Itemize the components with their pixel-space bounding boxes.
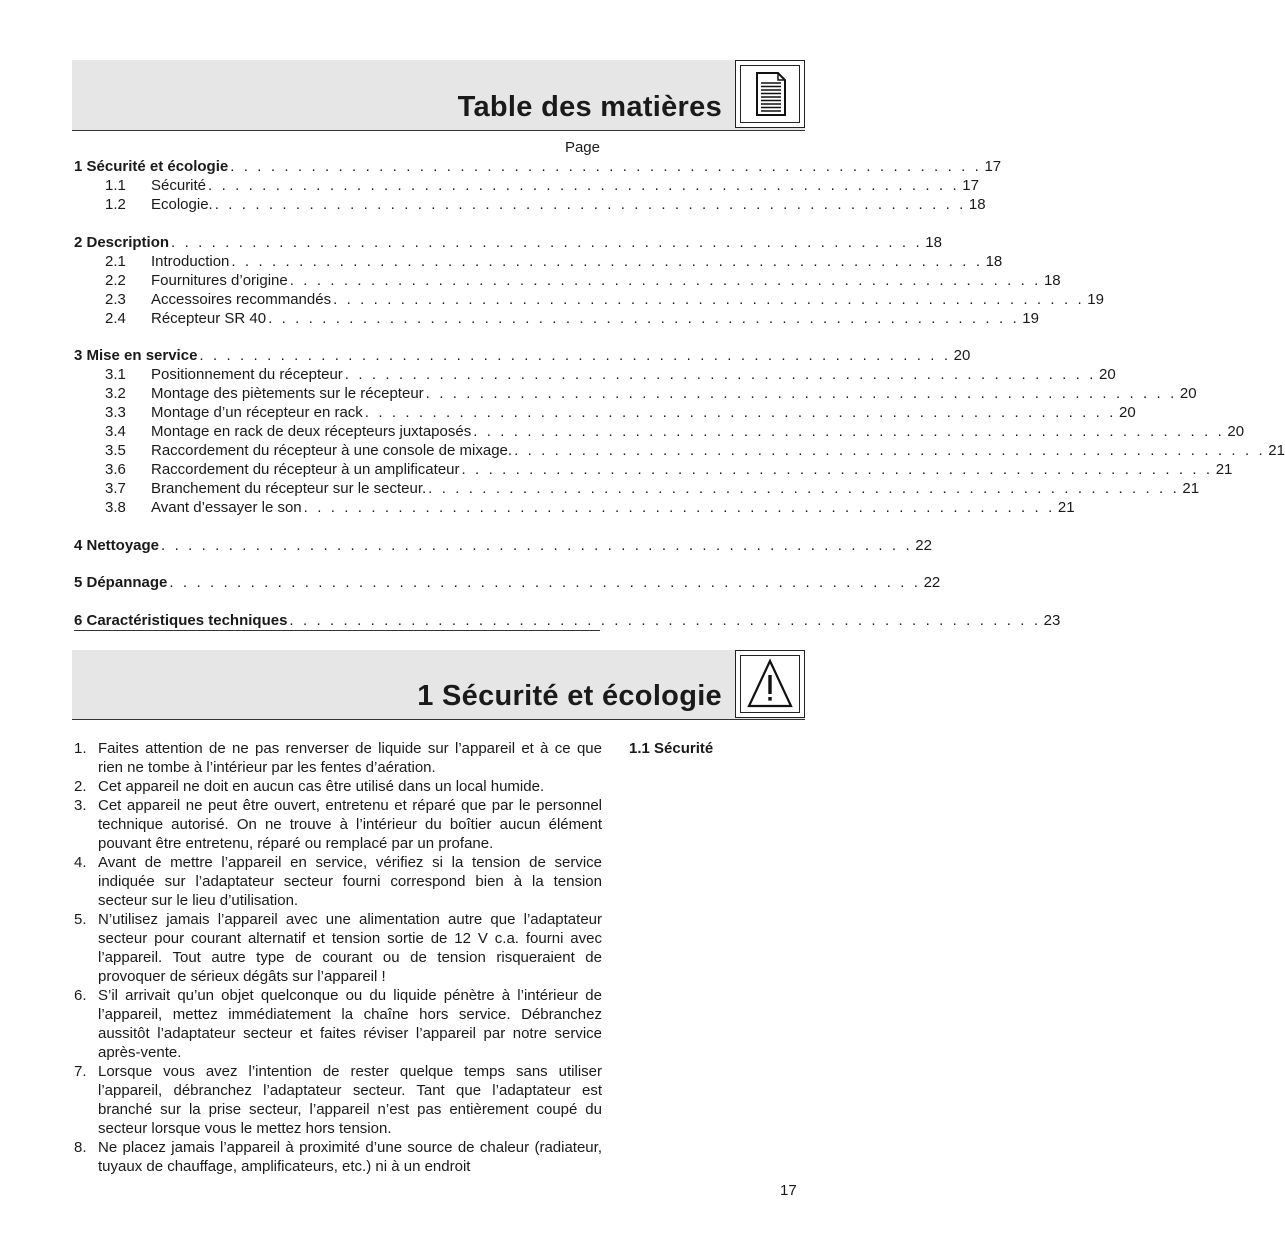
- toc-entry-label: Montage d’un récepteur en rack: [151, 404, 363, 421]
- toc-entry-page: 21: [1215, 461, 1233, 478]
- toc-divider: [74, 630, 600, 631]
- list-item-number: 1.: [74, 740, 87, 757]
- toc-entry-number: 2.4: [105, 309, 126, 327]
- toc-entry-page: 18: [925, 233, 942, 251]
- list-item-text: Faites attention de ne pas renverser de liquide sur l’appareil et à ce que rien ne tombe à l’intérieur par les fentes d’aération.: [98, 740, 602, 776]
- toc-entry-number: 2.2: [105, 271, 126, 289]
- toc-entry-page: 22: [923, 574, 941, 591]
- list-item-text: Ne placez jamais l’appareil à proximité d’une source de chaleur (radiateur, tuyaux de chauffage, amplificateurs, etc.) ni à un endroit: [98, 1139, 602, 1175]
- toc-entry-page: 20: [1099, 366, 1116, 383]
- toc-entry-label: Sécurité: [151, 177, 207, 194]
- toc-entry-label: Fournitures d’origine: [151, 271, 288, 289]
- toc-section-row: [74, 536, 932, 555]
- toc-subsection-row: [74, 403, 1136, 422]
- section-title: 1 Sécurité et écologie: [417, 680, 722, 712]
- toc-section-row: [74, 573, 941, 592]
- toc-entry-number: 3.7: [105, 480, 126, 497]
- list-item-number: 6.: [74, 987, 87, 1004]
- toc-leader-dots: . . . . . . . . . . . . . . . . . . . . . . . . . . . . . . . . . . . . . . . . . . . . . . . . . . . . . . . .: [208, 177, 960, 194]
- toc-entry-number: 1.1: [105, 177, 126, 194]
- toc-entry-page: 18: [1043, 271, 1061, 289]
- toc-leader-dots: . . . . . . . . . . . . . . . . . . . . . . . . . . . . . . . . . . . . . . . . . . . . . . . . . . . . . . . .: [231, 252, 983, 270]
- list-item-number: 7.: [74, 1063, 87, 1080]
- toc-leader-dots: . . . . . . . . . . . . . . . . . . . . . . . . . . . . . . . . . . . . . . . . . . . . . . . . . . . . . . . .: [289, 611, 1041, 629]
- toc-entry-page: 17: [984, 158, 1002, 175]
- toc-leader-dots: . . . . . . . . . . . . . . . . . . . . . . . . . . . . . . . . . . . . . . . . . . . . . . . . . . . . . . . .: [171, 233, 923, 251]
- toc-entry-label: Positionnement du récepteur: [151, 366, 343, 383]
- toc-entry-page: 18: [985, 252, 1003, 270]
- toc-subsection-row: [74, 422, 1245, 441]
- toc-leader-dots: . . . . . . . . . . . . . . . . . . . . . . . . . . . . . . . . . . . . . . . . . . . . . . . . . . . . . . . .: [303, 499, 1055, 516]
- list-item-number: 3.: [74, 797, 87, 814]
- toc-leader-dots: . . . . . . . . . . . . . . . . . . . . . . . . . . . . . . . . . . . . . . . . . . . . . . . . . . . . . . . .: [428, 480, 1180, 497]
- toc-entry-label: 2 Description: [74, 233, 170, 251]
- toc-entry-number: 3.2: [105, 385, 126, 402]
- list-item: [74, 1062, 602, 1138]
- toc-leader-dots: . . . . . . . . . . . . . . . . . . . . . . . . . . . . . . . . . . . . . . . . . . . . . . . . . . . . . . . .: [514, 442, 1266, 459]
- list-item-text: Cet appareil ne doit en aucun cas être utilisé dans un local humide.: [98, 778, 545, 795]
- toc-leader-dots: . . . . . . . . . . . . . . . . . . . . . . . . . . . . . . . . . . . . . . . . . . . . . . . . . . . . . . . .: [289, 271, 1041, 289]
- list-item-number: 5.: [74, 911, 87, 928]
- list-item-text: Lorsque vous avez l’intention de rester quelque temps sans utiliser l’appareil, débranchez l’adaptateur secteur. Tant que l’adaptateur est branché sur la prise secteur, l’appareil n’est pas entièrement coupé du secteur lorsque vous le mettez hors tension.: [98, 1063, 602, 1137]
- toc-leader-dots: . . . . . . . . . . . . . . . . . . . . . . . . . . . . . . . . . . . . . . . . . . . . . . . . . . . . . . . .: [268, 309, 1020, 327]
- toc-entry-number: 3.1: [105, 366, 126, 383]
- toc-entry-number: 3.6: [105, 461, 126, 478]
- toc-leader-dots: . . . . . . . . . . . . . . . . . . . . . . . . . . . . . . . . . . . . . . . . . . . . . . . . . . . . . . . .: [461, 461, 1213, 478]
- toc-section-row: [74, 233, 942, 252]
- toc-leader-dots: . . . . . . . . . . . . . . . . . . . . . . . . . . . . . . . . . . . . . . . . . . . . . . . . . . . . . . . .: [333, 290, 1085, 308]
- toc-entry-number: 1.2: [105, 196, 126, 213]
- list-item: [74, 796, 602, 853]
- warning-icon: [735, 650, 805, 718]
- toc-entry-label: 6 Caractéristiques techniques: [74, 611, 288, 629]
- toc-spacer: [74, 328, 600, 347]
- toc-entry-page: 21: [1182, 480, 1200, 497]
- toc-subsection-row: [74, 195, 986, 214]
- toc-entry-label: 5 Dépannage: [74, 574, 168, 591]
- safety-list: [74, 739, 602, 1176]
- toc-entry-label: Raccordement du récepteur à une console de mixage.: [151, 442, 513, 459]
- toc-entry-label: Raccordement du récepteur à un amplificateur: [151, 461, 460, 478]
- toc-entry-label: Montage des piètements sur le récepteur: [151, 385, 424, 402]
- toc-entry-label: Montage en rack de deux récepteurs juxtaposés: [151, 423, 472, 440]
- toc-entry-page: 17: [962, 177, 979, 194]
- toc-entry-number: 3.8: [105, 499, 126, 516]
- toc-leader-dots: . . . . . . . . . . . . . . . . . . . . . . . . . . . . . . . . . . . . . . . . . . . . . . . . . . . . . . . .: [169, 574, 921, 591]
- toc-subsection-row: [74, 365, 1116, 384]
- toc-section-row: [74, 346, 971, 365]
- table-of-contents: [74, 138, 1285, 630]
- toc-banner: [72, 60, 805, 131]
- list-item-text: Cet appareil ne peut être ouvert, entretenu et réparé que par le personnel technique autorisé. On ne trouve à l’intérieur du boîtier aucun élément pouvant être entretenu, réparé ou remplacé par un profane.: [98, 797, 602, 852]
- toc-subsection-row: [74, 498, 1075, 517]
- toc-entry-label: Avant d’essayer le son: [151, 499, 302, 516]
- toc-title: Table des matières: [457, 91, 722, 123]
- page-number: 17: [780, 1182, 797, 1199]
- toc-leader-dots: . . . . . . . . . . . . . . . . . . . . . . . . . . . . . . . . . . . . . . . . . . . . . . . . . . . . . . . .: [161, 536, 913, 554]
- toc-section-row: [74, 611, 1061, 630]
- toc-leader-dots: . . . . . . . . . . . . . . . . . . . . . . . . . . . . . . . . . . . . . . . . . . . . . . . . . . . . . . . .: [425, 385, 1177, 402]
- subsection-heading: 1.1 Sécurité: [629, 740, 714, 757]
- toc-entry-page: 23: [1043, 611, 1061, 629]
- toc-entry-number: 3.4: [105, 423, 126, 440]
- toc-entry-page: 22: [915, 536, 932, 554]
- toc-subsection-row: [74, 252, 1003, 271]
- toc-entry-page: 19: [1087, 290, 1104, 308]
- toc-entry-label: 4 Nettoyage: [74, 536, 160, 554]
- toc-leader-dots: . . . . . . . . . . . . . . . . . . . . . . . . . . . . . . . . . . . . . . . . . . . . . . . . . . . . . . . .: [214, 196, 966, 213]
- toc-leader-dots: . . . . . . . . . . . . . . . . . . . . . . . . . . . . . . . . . . . . . . . . . . . . . . . . . . . . . . . .: [230, 158, 982, 175]
- toc-subsection-row: [74, 384, 1197, 403]
- toc-subsection-row: [74, 309, 1039, 328]
- toc-entry-page: 19: [1022, 309, 1039, 327]
- toc-subsection-row: [74, 479, 1200, 498]
- list-item: [74, 910, 602, 986]
- list-item-text: S’il arrivait qu’un objet quelconque ou du liquide pénètre à l’intérieur de l’appareil, mettez immédiatement la chaîne hors service. Débranchez aussitôt l’adaptateur secteur et faites réviser l’appareil par notre service après-vente.: [98, 987, 602, 1061]
- toc-subsection-row: [74, 271, 1061, 290]
- section-banner: [72, 650, 805, 720]
- toc-spacer: [74, 555, 600, 574]
- toc-spacer: [74, 517, 600, 536]
- toc-entry-label: 1 Sécurité et écologie: [74, 158, 229, 175]
- toc-subsection-row: [74, 290, 1104, 309]
- toc-subsection-row: [74, 460, 1233, 479]
- toc-subsection-row: [74, 441, 1285, 460]
- toc-leader-dots: . . . . . . . . . . . . . . . . . . . . . . . . . . . . . . . . . . . . . . . . . . . . . . . . . . . . . . . .: [344, 366, 1096, 383]
- toc-leader-dots: . . . . . . . . . . . . . . . . . . . . . . . . . . . . . . . . . . . . . . . . . . . . . . . . . . . . . . . .: [364, 404, 1116, 421]
- list-item: [74, 986, 602, 1062]
- list-item-number: 4.: [74, 854, 87, 871]
- toc-leader-dots: . . . . . . . . . . . . . . . . . . . . . . . . . . . . . . . . . . . . . . . . . . . . . . . . . . . . . . . .: [473, 423, 1225, 440]
- toc-entry-number: 3.5: [105, 442, 126, 459]
- list-item: [74, 853, 602, 910]
- toc-entry-page: 20: [1227, 423, 1245, 440]
- list-item: [74, 777, 602, 796]
- toc-entry-number: 2.3: [105, 290, 126, 308]
- list-item: [74, 739, 602, 777]
- toc-entry-page: 21: [1057, 499, 1075, 516]
- toc-entry-label: 3 Mise en service: [74, 347, 198, 364]
- toc-page-header: Page: [564, 139, 600, 156]
- toc-section-row: [74, 157, 1002, 176]
- toc-entry-label: Récepteur SR 40: [151, 309, 267, 327]
- toc-entry-page: 20: [1179, 385, 1197, 402]
- document-icon: [735, 60, 805, 128]
- toc-entry-label: Accessoires recommandés: [151, 290, 332, 308]
- toc-leader-dots: . . . . . . . . . . . . . . . . . . . . . . . . . . . . . . . . . . . . . . . . . . . . . . . . . . . . . . . .: [199, 347, 951, 364]
- toc-entry-page: 21: [1268, 442, 1285, 459]
- list-item-text: N’utilisez jamais l’appareil avec une alimentation autre que l’adaptateur secteur pour courant alternatif et tension sortie de 12 V c.a. fourni avec l’appareil. Tout autre type de courant ou de tension risqueraient de provoquer de sérieux dégâts sur l’appareil !: [98, 911, 602, 985]
- toc-entry-page: 20: [953, 347, 971, 364]
- toc-spacer: [74, 214, 600, 233]
- toc-entry-page: 20: [1119, 404, 1136, 421]
- list-item-number: 2.: [74, 778, 87, 795]
- toc-entry-label: Ecologie.: [151, 196, 213, 213]
- toc-spacer: [74, 592, 600, 611]
- list-item-number: 8.: [74, 1139, 87, 1156]
- toc-entry-page: 18: [968, 196, 986, 213]
- toc-entry-label: Introduction: [151, 252, 230, 270]
- toc-entry-label: Branchement du récepteur sur le secteur.: [151, 480, 427, 497]
- toc-entry-number: 3.3: [105, 404, 126, 421]
- list-item-text: Avant de mettre l’appareil en service, vérifiez si la tension de service indiquée sur l’adaptateur secteur fourni correspond bien à la tension secteur sur le lieu d’utilisation.: [98, 854, 602, 909]
- toc-entry-number: 2.1: [105, 252, 126, 270]
- toc-subsection-row: [74, 176, 979, 195]
- list-item: [74, 1138, 602, 1176]
